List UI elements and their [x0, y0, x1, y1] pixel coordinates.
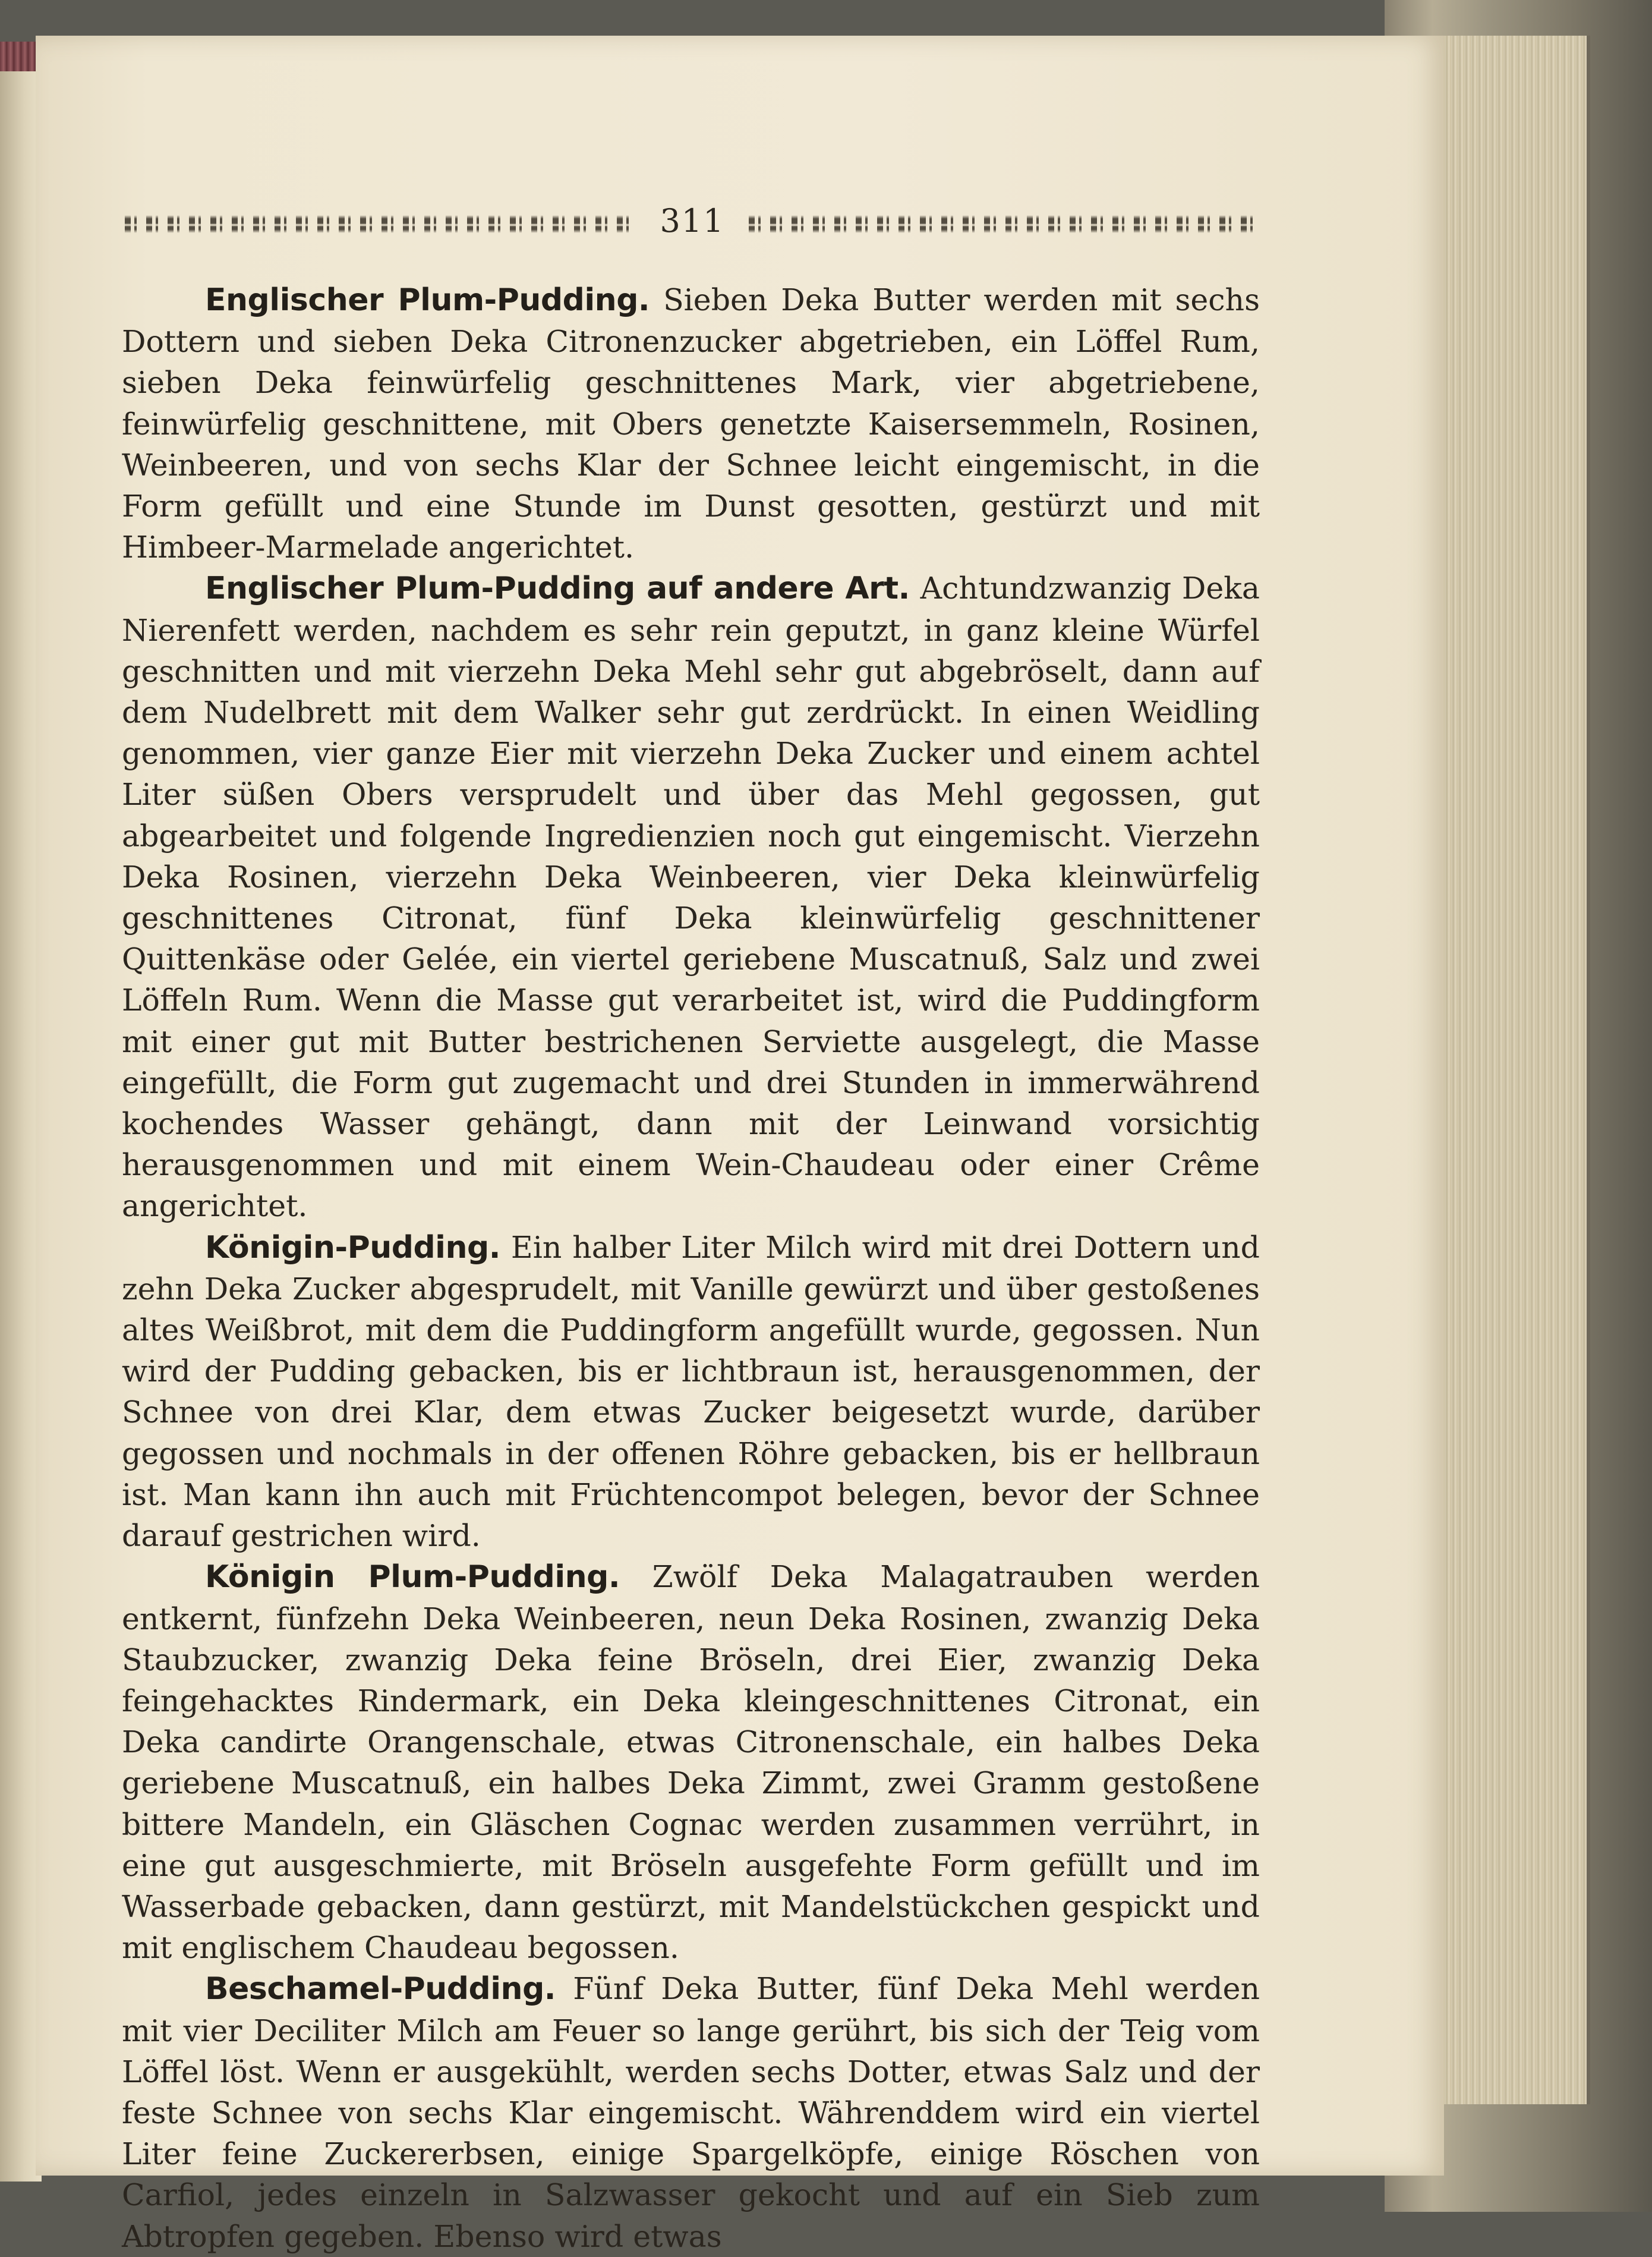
recipe-title: Königin Plum-Pudding. [205, 1559, 620, 1595]
recipe-body: Achtundzwanzig Deka Nierenfett werden, nachdem es sehr rein geputzt, in ganz kleine Würfel geschnitten und mit vierzehn Deka Mehl sehr gut abgebröselt, dann auf dem Nudelbrett mit dem Walker sehr gut zerdrückt. In einen Weidling genommen, vier ganze Eier mit vierzehn Deka Zucker und einem achtel Liter süßen Obers versprudelt und über das Mehl gegossen, gut abgearbeitet und folgende Ingredienzien noch gut eingemischt. Vierzehn Deka Rosinen, vierzehn Deka Weinbeeren, vier Deka kleinwürfelig geschnittenes Citronat, fünf Deka kleinwürfelig geschnittener Quittenkäse oder Gelée, ein viertel geriebene Muscatnuß, Salz und zwei Löffeln Rum. Wenn die Masse gut verarbeitet ist, wird die Puddingform mit einer gut mit Butter bestrichenen Serviette ausgelegt, die Masse eingefüllt, die Form gut zugemacht und drei Stunden in immerwährend kochendes Wasser gehängt, dann mit der Leinwand vorsichtig herausgenommen und mit einem Wein-Chaudeau oder einer Crême angerichtet. [122, 571, 1260, 1224]
recipe-body: Sieben Deka Butter werden mit sechs Dottern und sieben Deka Citronenzucker abgetrieben, ein Löffel Rum, sieben Deka feinwürfelig geschnittenes Mark, vier abgetriebene, feinwürfelig geschnittene, mit Obers genetzte Kaisersemmeln, Rosinen, Weinbeeren, und von sechs Klar der Schnee leicht eingemischt, in die Form gefüllt und eine Stunde im Dunst gesotten, gestürzt und mit Himbeer-Marmelade angerichtet. [122, 282, 1260, 565]
recipe-body: Fünf Deka Butter, fünf Deka Mehl werden mit vier Deciliter Milch am Feuer so lange gerührt, bis sich der Teig vom Löffel löst. Wenn er ausgekühlt, werden sechs Dotter, etwas Salz und der feste Schnee von sechs Klar eingemischt. Währenddem wird ein viertel Liter feine Zuckererbsen, einige Spargelköpfe, einige Röschen von Carfiol, jedes einzeln in Salzwasser gekocht und auf ein Sieb zum Abtropfen gegeben. Ebenso wird etwas [122, 1971, 1260, 2254]
recipe-entry [122, 1227, 1260, 1557]
recipe-entry [122, 1556, 1260, 1968]
recipe-title: Königin-Pudding. [205, 1229, 500, 1266]
ornament-rule-right [749, 215, 1260, 233]
recipe-entry [122, 279, 1260, 568]
page-stack-edge [1438, 36, 1590, 2104]
page-number: 311 [660, 202, 725, 240]
recipe-title: Englischer Plum-Pudding auf andere Art. [205, 571, 910, 607]
recipe-entry [122, 1968, 1260, 2256]
recipe-title: Beschamel-Pudding. [205, 1971, 556, 2007]
recipe-body: Zwölf Deka Malagatrauben werden entkernt, fünfzehn Deka Weinbeeren, neun Deka Rosinen, zwanzig Deka Staubzucker, zwanzig Deka feine Bröseln, drei Eier, zwanzig Deka feingehacktes Rindermark, ein Deka kleingeschnittenes Citronat, ein Deka candirte Orangenschale, etwas Citronenschale, ein halbes Deka geriebene Muscatnuß, ein halbes Deka Zimmt, zwei Gramm gestoßene bittere Mandeln, ein Gläschen Cognac werden zusammen verrührt, in eine gut ausgeschmierte, mit Bröseln ausgefehte Form gefüllt und im Wasserbade gebacken, dann gestürzt, mit Mandelstückchen gespickt und mit englischem Chaudeau begossen. [122, 1559, 1260, 1966]
running-header [125, 202, 1260, 250]
recipe-body: Ein halber Liter Milch wird mit drei Dottern und zehn Deka Zucker abgesprudelt, mit Vanille gewürzt und über gestoßenes altes Weißbrot, mit dem die Puddingform angefüllt wurde, gegossen. Nun wird der Pudding gebacken, bis er lichtbraun ist, herausgenommen, der Schnee von drei Klar, dem etwas Zucker beigesetzt wurde, darüber gegossen und nochmals in der offenen Röhre gebacken, bis er hellbraun ist. Man kann ihn auch mit Früchtencompot belegen, bevor der Schnee darauf gestrichen wird. [122, 1229, 1260, 1554]
recipe-text [122, 279, 1260, 2257]
recipe-entry [122, 568, 1260, 1226]
recipe-title: Englischer Plum-Pudding. [205, 282, 650, 318]
